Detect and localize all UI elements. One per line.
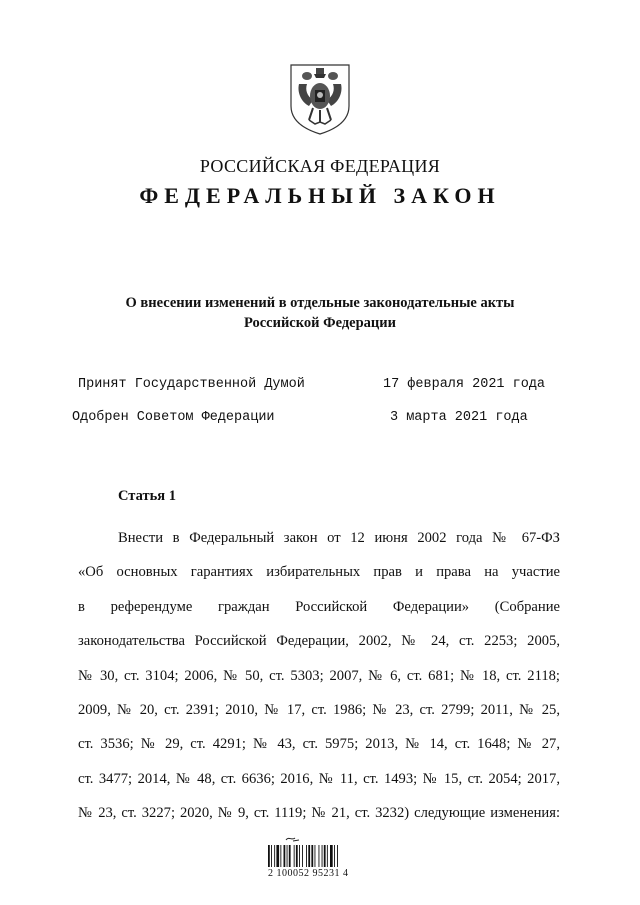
approved-by-council-label: Одобрен Советом Федерации: [72, 410, 275, 425]
law-title: [90, 293, 550, 333]
state-emblem: [287, 62, 353, 136]
article-line: законодательства Российской Федерации, 2002, № 24, ст. 2253; 2005,: [78, 633, 560, 650]
law-title-line-2: Российской Федерации: [243, 315, 396, 331]
adopted-date: 17 февраля 2021 года: [383, 377, 546, 392]
adopted-by-duma-label: Принят Государственной Думой: [78, 377, 305, 392]
law-title-line-1: О внесении изменений в отдельные законодательные акты: [125, 295, 515, 311]
barcode-number: 2 100052 95231 4: [268, 868, 349, 879]
article-line: в референдуме граждан Российской Федерации» (Собрание: [78, 598, 560, 615]
signature-mark: [286, 838, 299, 841]
country-name: РОССИЙСКАЯ ФЕДЕРАЦИЯ: [199, 156, 441, 176]
approved-date: 3 марта 2021 года: [390, 410, 528, 425]
article-line: № 23, ст. 3227; 2020, № 9, ст. 1119; № 21, ст. 3232) следующие изменения:: [78, 805, 560, 822]
article-line: ст. 3477; 2014, № 48, ст. 6636; 2016, № 11, ст. 1493; № 15, ст. 2054; 2017,: [78, 770, 560, 787]
article-line: 2009, № 20, ст. 2391; 2010, № 17, ст. 1986; № 23, ст. 2799; 2011, № 25,: [78, 701, 560, 718]
article-line: ст. 3536; № 29, ст. 4291; № 43, ст. 5975; 2013, № 14, ст. 1648; № 27,: [78, 736, 560, 753]
article-line: Внести в Федеральный закон от 12 июня 2002 года № 67-ФЗ: [118, 530, 560, 546]
article-line: «Об основных гарантиях избирательных прав и права на участие: [78, 564, 560, 581]
article-heading: Статья 1: [118, 488, 176, 504]
article-line: № 30, ст. 3104; 2006, № 50, ст. 5303; 2007, № 6, ст. 681; № 18, ст. 2118;: [78, 667, 560, 684]
document-type: ФЕДЕРАЛЬНЫЙ ЗАКОН: [139, 183, 501, 208]
article-body: [78, 521, 560, 831]
